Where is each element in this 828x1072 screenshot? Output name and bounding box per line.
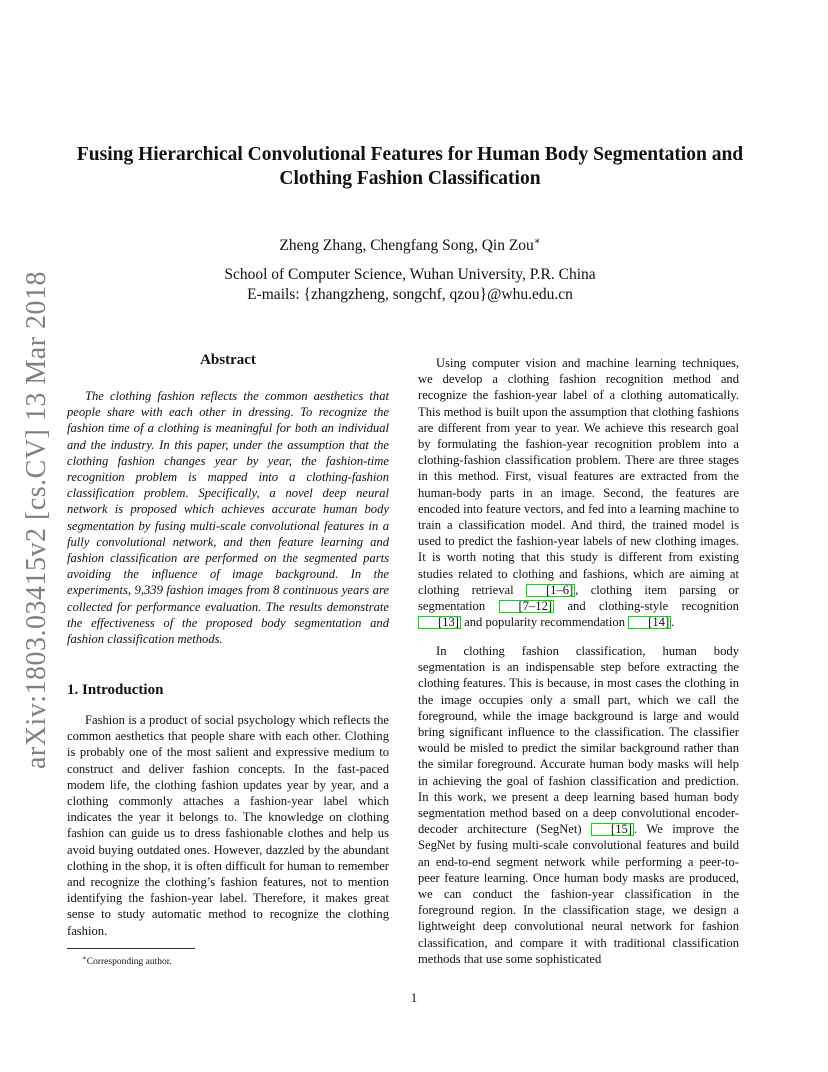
title-line-2: Clothing Fashion Classification [279, 168, 541, 189]
paragraph-2 [418, 643, 739, 967]
authors-text: Zheng Zhang, Chengfang Song, Qin Zou [279, 237, 534, 255]
abstract-text: The clothing fashion reflects the common aesthetics that people share with each other in dressing. To recognize the fashion time of a clothing is meaningful for both an individual and the industry. In this paper, under the assumption that the clothing fashion changes year by year, the fashion-time recognition problem is mapped into a clothing-fashion classification problem. Specifically, a novel deep neural network is proposed which achieves accurate human body segmentation by fusing multi-scale convolutional features in a fully convolutional network, and then feature learning and fashion classification are performed on the segmented parts avoiding the influence of image background. In the experiments, 9,339 fashion images from 8 continuous years are collected for performance evaluation. The results demonstrate the effectiveness of the proposed body segmentation and fashion classification methods. [67, 389, 389, 647]
page-number: 1 [410, 990, 418, 1005]
p1-text-d: and popularity recommendation [460, 615, 629, 630]
emails: E-mails: {zhangzheng, songchf, qzou}@whu.edu.cn [247, 286, 573, 303]
citation-link[interactable]: [1–6] [526, 584, 575, 597]
right-column-paragraph-2 [418, 643, 739, 967]
arxiv-sidebar [8, 270, 66, 770]
citation-link[interactable]: [7–12] [499, 600, 555, 613]
citation-link[interactable]: [14] [628, 616, 671, 629]
footnote [82, 952, 172, 968]
introduction-heading: 1. Introduction [67, 682, 164, 698]
title-line-1: Fusing Hierarchical Convolutional Features for Human Body Segmentation and [76, 144, 744, 165]
affiliation-block [60, 265, 760, 305]
p1-text-e: . [671, 615, 675, 630]
p1-text-b: , clothing item parsing or segmentation [418, 582, 739, 614]
arxiv-id: arXiv:1803.03415v2 [cs.CV] 13 Mar 2018 [21, 270, 52, 770]
footnote-mark: ∗ [82, 954, 87, 962]
paragraph-1 [418, 355, 739, 630]
footnote-text: Corresponding author. [86, 957, 172, 968]
p1-text-c: and clothing-style recognition [554, 599, 739, 614]
p2-text-b: . We improve the SegNet by fusing multi-scale convolutional features and build an end-to-end segment network while performing a peer-to-peer feature learning. Once human body masks are produced, we can conduct the fashion-year classification in the foreground region. In the classification stage, we design a lightweight deep convolutional neural network for fashion classification, and compare it with traditional classification methods that use some sophisticated [418, 822, 739, 966]
paper-title [60, 143, 760, 191]
p2-text-a: In clothing fashion classification, human body segmentation is an indispensable step before extracting the clothing features. This is because, in most cases the clothing in the image occupies only a small part, which we call the foreground, while the image background is large and would bring significant influence to the classification. The classifier would be misled to predict the similar background rather than the similar foreground. Accurate human body masks will help in achieving the goal of fashion classification and prediction. In this work, we present a deep learning based human body segmentation method based on a deep convolutional encoder-decoder architecture (SegNet) [418, 644, 739, 837]
right-column-paragraph-1 [418, 355, 739, 630]
p1-text-a: Using computer vision and machine learning techniques, we develop a clothing fashion recognition method and recognize the fashion-year label of a clothing automatically. This method is built upon the assumption that clothing fashions are different from year to year. We achieve this research goal by formulating the fashion-year recognition problem into a clothing-fashion classification problem. There are three stages in this method. First, visual features are extracted from the human-body parts in an image. Second, the features are encoded into feature vectors, and fed into a learning machine to train a classification model. And third, the trained model is used to predict the fashion-year labels of new clothing images. It is worth noting that this study is different from existing studies related to clothing and fashions, which are aiming at clothing retrieval [418, 356, 739, 597]
introduction-body [67, 712, 389, 939]
footnote-rule [67, 948, 195, 949]
abstract-body [67, 388, 389, 647]
citation-link[interactable]: [15] [591, 823, 634, 836]
abstract-heading: Abstract [200, 352, 256, 368]
introduction-text: Fashion is a product of social psychology which reflects the common aesthetics that people share with each other. Clothing is probably one of the most salient and expressive medium to construct and deliver fashion concepts. In the fast-paced modem life, the clothing fashion updates year by year, and a clothing commonly attaches a fashion-year label which indicates the year it belongs to. The knowledge on clothing fashion can guide us to dress fashionable clothes and help us avoid buying outdated ones. However, dazzled by the abundant clothing in the shop, it is often difficult for human to remember and recognize the clothing’s fashion features, not to mention identifying the fashion-year label. Therefore, it makes great sense to study automatic method to recognize the clothing fashion. [67, 713, 389, 938]
affiliation: School of Computer Science, Wuhan University, P.R. China [224, 266, 596, 283]
citation-link[interactable]: [13] [418, 616, 461, 629]
author-list [60, 232, 760, 256]
author-mark: ∗ [533, 236, 541, 247]
